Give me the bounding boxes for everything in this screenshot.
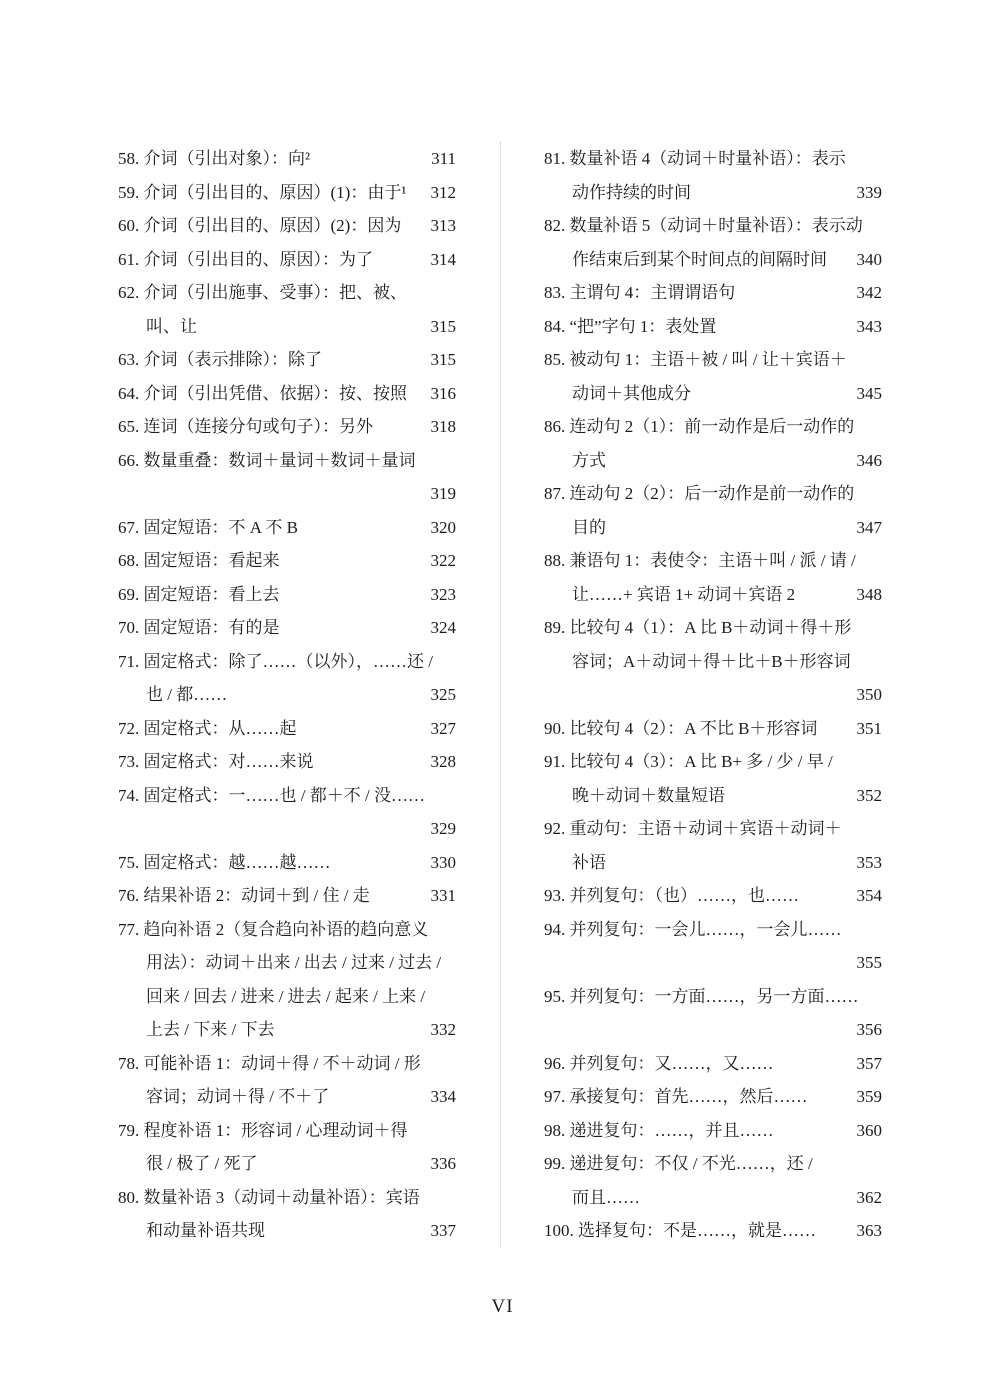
toc-line xyxy=(544,176,882,210)
toc-entry xyxy=(118,276,456,343)
toc-line xyxy=(118,209,456,243)
entry-text: 60. 介词（引出目的、原因）(2)：因为 xyxy=(118,216,402,235)
toc-entry xyxy=(118,511,456,545)
entry-text: 79. 程度补语 1：形容词 / 心理动词＋得 xyxy=(118,1120,408,1140)
entry-page-number: 316 xyxy=(430,383,456,403)
toc-line xyxy=(118,310,456,344)
toc-line xyxy=(544,1047,882,1081)
toc-line xyxy=(118,946,456,980)
entry-text: 80. 数量补语 3（动词＋动量补语）：宾语 xyxy=(118,1187,420,1207)
entry-text: 上去 / 下来 / 下去 xyxy=(146,1020,275,1039)
toc-entry xyxy=(118,142,456,176)
toc-entry xyxy=(118,578,456,612)
toc-line xyxy=(544,1147,882,1181)
entry-page-number: 311 xyxy=(431,149,456,168)
entry-text: 容词；动词＋得 / 不＋了 xyxy=(146,1087,330,1106)
entry-page-number: 336 xyxy=(430,1154,456,1173)
entry-text: 100. 选择复句：不是……，就是…… xyxy=(544,1221,816,1240)
toc-line xyxy=(544,712,882,746)
toc-line xyxy=(544,377,882,411)
toc-line xyxy=(118,1013,456,1047)
toc-entry xyxy=(544,745,882,812)
entry-page-number: 351 xyxy=(856,718,882,738)
toc-line xyxy=(118,879,456,913)
toc-line xyxy=(544,444,882,478)
entry-text: 66. 数量重叠：数词＋量词＋数词＋量词 xyxy=(118,450,416,470)
toc-line xyxy=(544,846,882,880)
entry-page-number: 359 xyxy=(856,1087,882,1106)
entry-text: 用法）：动词＋出来 / 出去 / 过来 / 过去 / xyxy=(146,953,442,972)
toc-line xyxy=(544,511,882,545)
toc-line xyxy=(544,209,882,243)
entry-text: 而且…… xyxy=(572,1187,640,1207)
toc-entry xyxy=(544,209,882,276)
entry-text: 补语 xyxy=(572,852,606,872)
toc-entry xyxy=(544,611,882,712)
entry-text: 和动量补语共现 xyxy=(146,1221,265,1240)
toc-entry xyxy=(544,980,882,1047)
entry-text: 76. 结果补语 2：动词＋到 / 住 / 走 xyxy=(118,886,370,905)
entry-page-number: 340 xyxy=(856,249,882,269)
entry-page-number: 345 xyxy=(856,383,882,403)
toc-entry xyxy=(544,276,882,310)
toc-right-column xyxy=(544,142,882,1248)
entry-page-number: 347 xyxy=(856,517,882,537)
toc-line xyxy=(118,1214,456,1248)
entry-page-number: 323 xyxy=(430,584,456,604)
entry-text: 62. 介词（引出施事、受事）：把、被、 xyxy=(118,283,407,302)
toc-line xyxy=(544,1080,882,1114)
toc-entry xyxy=(544,1214,882,1248)
entry-text: 84. “把”字句 1：表处置 xyxy=(544,316,717,336)
entry-page-number: 329 xyxy=(430,819,456,838)
toc-line xyxy=(544,410,882,444)
toc-line xyxy=(544,1013,882,1047)
entry-text: 72. 固定格式：从……起 xyxy=(118,718,297,738)
entry-text: 58. 介词（引出对象）：向² xyxy=(118,149,311,168)
entry-page-number: 360 xyxy=(856,1120,882,1140)
toc-entry xyxy=(118,1181,456,1248)
toc-entry xyxy=(118,645,456,712)
entry-text: 82. 数量补语 5（动词＋时量补语）：表示动 xyxy=(544,216,863,235)
toc-line xyxy=(544,645,882,679)
entry-text: 61. 介词（引出目的、原因）：为了 xyxy=(118,249,373,269)
entry-text: 78. 可能补语 1：动词＋得 / 不＋动词 / 形 xyxy=(118,1053,421,1073)
toc-entry xyxy=(544,1047,882,1081)
entry-page-number: 355 xyxy=(856,953,882,972)
toc-entry xyxy=(118,377,456,411)
toc-line xyxy=(544,1114,882,1148)
toc-line xyxy=(118,812,456,846)
toc-line xyxy=(118,712,456,746)
toc-entry xyxy=(544,343,882,410)
toc-entry xyxy=(544,812,882,879)
toc-line xyxy=(544,745,882,779)
toc-line xyxy=(544,611,882,645)
toc-entry xyxy=(118,1114,456,1181)
toc-line xyxy=(118,913,456,947)
entry-text: 81. 数量补语 4（动词＋时量补语）：表示 xyxy=(544,149,846,168)
entry-text: 96. 并列复句：又……，又…… xyxy=(544,1053,774,1073)
entry-text: 70. 固定短语：有的是 xyxy=(118,618,280,637)
toc-line xyxy=(118,544,456,578)
toc-line xyxy=(544,678,882,712)
toc-entry xyxy=(118,410,456,444)
toc-entry xyxy=(544,1147,882,1214)
entry-text: 63. 介词（表示排除）：除了 xyxy=(118,350,322,369)
entry-page-number: 313 xyxy=(430,216,456,235)
toc-entry xyxy=(118,846,456,880)
entry-text: 77. 趋向补语 2（复合趋向补语的趋向意义 xyxy=(118,919,429,939)
entry-text: 64. 介词（引出凭借、依据）：按、按照 xyxy=(118,383,407,403)
entry-page-number: 325 xyxy=(430,685,456,704)
toc-line xyxy=(544,276,882,310)
entry-page-number: 327 xyxy=(430,718,456,738)
entry-page-number: 356 xyxy=(856,1020,882,1039)
entry-text: 95. 并列复句：一方面……，另一方面…… xyxy=(544,986,859,1006)
entry-text: 晚＋动词＋数量短语 xyxy=(572,785,725,805)
entry-page-number: 320 xyxy=(430,517,456,537)
toc-entry xyxy=(544,310,882,344)
toc-line xyxy=(544,578,882,612)
entry-text: 75. 固定格式：越……越…… xyxy=(118,852,331,872)
page-number: VI xyxy=(491,1296,514,1317)
toc-line xyxy=(118,243,456,277)
toc-line xyxy=(118,511,456,545)
toc-line xyxy=(544,913,882,947)
entry-text: 也 / 都…… xyxy=(146,685,228,704)
toc-entry xyxy=(544,410,882,477)
toc-line xyxy=(544,243,882,277)
toc-line xyxy=(544,879,882,913)
toc-line xyxy=(118,142,456,176)
toc-entry xyxy=(118,1047,456,1114)
entry-text: 73. 固定格式：对……来说 xyxy=(118,752,314,771)
entry-page-number: 328 xyxy=(430,752,456,771)
entry-text: 93. 并列复句：（也）……，也…… xyxy=(544,886,799,905)
toc-columns xyxy=(118,142,882,1248)
toc-entry xyxy=(118,913,456,1047)
entry-page-number: 350 xyxy=(856,685,882,704)
entry-text: 90. 比较句 4（2）：A 不比 B＋形容词 xyxy=(544,718,818,738)
toc-line xyxy=(118,1047,456,1081)
entry-page-number: 318 xyxy=(430,417,456,436)
entry-text: 65. 连词（连接分句或句子）：另外 xyxy=(118,417,373,436)
entry-page-number: 362 xyxy=(856,1187,882,1207)
toc-line xyxy=(118,176,456,210)
entry-page-number: 346 xyxy=(856,450,882,470)
entry-text: 回来 / 回去 / 进来 / 进去 / 起来 / 上来 / xyxy=(146,986,426,1006)
entry-page-number: 363 xyxy=(856,1221,882,1240)
toc-entry xyxy=(118,343,456,377)
entry-page-number: 348 xyxy=(856,584,882,604)
entry-text: 87. 连动句 2（2）：后一动作是前一动作的 xyxy=(544,484,855,503)
toc-line xyxy=(544,946,882,980)
entry-page-number: 315 xyxy=(430,350,456,369)
toc-line xyxy=(544,779,882,813)
toc-line xyxy=(544,1214,882,1248)
toc-line xyxy=(118,1181,456,1215)
toc-entry xyxy=(544,1080,882,1114)
entry-text: 动作持续的时间 xyxy=(572,182,691,202)
toc-line xyxy=(544,142,882,176)
toc-line xyxy=(118,276,456,310)
entry-text: 68. 固定短语：看起来 xyxy=(118,551,280,570)
entry-page-number: 314 xyxy=(430,249,456,269)
toc-entry xyxy=(544,477,882,544)
entry-text: 69. 固定短语：看上去 xyxy=(118,584,280,604)
toc-entry xyxy=(118,712,456,746)
toc-line xyxy=(544,980,882,1014)
toc-line xyxy=(118,678,456,712)
toc-entry xyxy=(544,544,882,611)
entry-text: 88. 兼语句 1：表使令：主语＋叫 / 派 / 请 / xyxy=(544,551,856,570)
toc-line xyxy=(118,1114,456,1148)
toc-line xyxy=(118,745,456,779)
toc-line xyxy=(118,645,456,679)
toc-entry xyxy=(544,913,882,980)
toc-entry xyxy=(118,444,456,511)
entry-text: 方式 xyxy=(572,450,606,470)
entry-text: 叫、让 xyxy=(146,316,197,336)
entry-text: 85. 被动句 1：主语＋被 / 叫 / 让＋宾语＋ xyxy=(544,350,847,369)
column-divider xyxy=(500,142,501,1248)
entry-page-number: 354 xyxy=(856,886,882,905)
toc-line xyxy=(118,578,456,612)
entry-text: 容词；A＋动词＋得＋比＋B＋形容词 xyxy=(572,651,851,671)
entry-text: 92. 重动句：主语＋动词＋宾语＋动词＋ xyxy=(544,819,842,838)
toc-entry xyxy=(118,209,456,243)
toc-line xyxy=(544,1181,882,1215)
entry-text: 91. 比较句 4（3）：A 比 B+ 多 / 少 / 早 / xyxy=(544,752,833,771)
entry-page-number: 324 xyxy=(430,618,456,637)
entry-text: 83. 主谓句 4：主谓谓语句 xyxy=(544,283,736,302)
entry-text: 59. 介词（引出目的、原因）(1)：由于¹ xyxy=(118,182,407,202)
toc-line xyxy=(544,343,882,377)
toc-entry xyxy=(118,611,456,645)
toc-entry xyxy=(118,243,456,277)
entry-text: 很 / 极了 / 死了 xyxy=(146,1154,258,1173)
toc-line xyxy=(118,611,456,645)
toc-line xyxy=(118,477,456,511)
entry-page-number: 332 xyxy=(430,1020,456,1039)
toc-entry xyxy=(118,779,456,846)
entry-page-number: 330 xyxy=(430,852,456,872)
toc-line xyxy=(544,544,882,578)
toc-line xyxy=(118,410,456,444)
toc-line xyxy=(118,444,456,478)
toc-line xyxy=(544,477,882,511)
entry-text: 71. 固定格式：除了……（以外），……还 / xyxy=(118,651,433,671)
entry-page-number: 337 xyxy=(430,1221,456,1240)
entry-text: 动词＋其他成分 xyxy=(572,383,691,403)
toc-line xyxy=(118,846,456,880)
entry-page-number: 334 xyxy=(430,1087,456,1106)
entry-page-number: 339 xyxy=(856,182,882,202)
entry-text: 86. 连动句 2（1）：前一动作是后一动作的 xyxy=(544,417,855,436)
toc-entry xyxy=(544,142,882,209)
entry-page-number: 353 xyxy=(856,852,882,872)
entry-text: 67. 固定短语：不 A 不 B xyxy=(118,517,298,537)
toc-entry xyxy=(118,544,456,578)
toc-line xyxy=(118,779,456,813)
toc-line xyxy=(118,343,456,377)
toc-entry xyxy=(118,879,456,913)
entry-page-number: 319 xyxy=(430,484,456,503)
entry-text: 89. 比较句 4（1）：A 比 B＋动词＋得＋形 xyxy=(544,618,852,637)
entry-page-number: 315 xyxy=(430,316,456,336)
entry-text: 74. 固定格式：一……也 / 都＋不 / 没…… xyxy=(118,785,425,805)
toc-line xyxy=(544,812,882,846)
entry-page-number: 322 xyxy=(430,551,456,570)
entry-text: 作结束后到某个时间点的间隔时间 xyxy=(572,249,827,269)
toc-entry xyxy=(118,745,456,779)
toc-line xyxy=(118,1147,456,1181)
entry-page-number: 342 xyxy=(856,283,882,302)
entry-text: 97. 承接复句：首先……，然后…… xyxy=(544,1087,808,1106)
toc-line xyxy=(118,377,456,411)
entry-page-number: 312 xyxy=(430,182,456,202)
toc-entry xyxy=(118,176,456,210)
entry-text: 99. 递进复句：不仅 / 不光……，还 / xyxy=(544,1154,813,1173)
entry-page-number: 357 xyxy=(856,1053,882,1073)
toc-line xyxy=(544,310,882,344)
toc-entry xyxy=(544,1114,882,1148)
entry-text: 让……+ 宾语 1+ 动词＋宾语 2 xyxy=(572,584,796,604)
entry-page-number: 352 xyxy=(856,785,882,805)
entry-text: 目的 xyxy=(572,517,606,537)
toc-entry xyxy=(544,712,882,746)
toc-left-column xyxy=(118,142,456,1248)
entry-text: 94. 并列复句：一会儿……，一会儿…… xyxy=(544,919,842,939)
toc-line xyxy=(118,1080,456,1114)
entry-text: 98. 递进复句：……，并且…… xyxy=(544,1120,774,1140)
toc-line xyxy=(118,980,456,1014)
entry-page-number: 331 xyxy=(430,886,456,905)
toc-entry xyxy=(544,879,882,913)
entry-page-number: 343 xyxy=(856,316,882,336)
